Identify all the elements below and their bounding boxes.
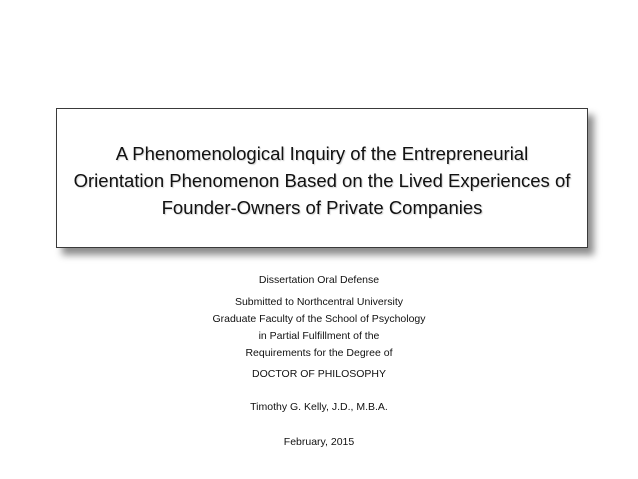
submission-line-4: Requirements for the Degree of <box>245 347 393 359</box>
submission-line-1: Submitted to Northcentral University <box>234 296 404 308</box>
submission-line-3: in Partial Fulfillment of the <box>258 330 380 342</box>
submission-block <box>0 294 638 362</box>
author-name: Timothy G. Kelly, J.D., M.B.A. <box>250 401 388 413</box>
degree-label: DOCTOR OF PHILOSOPHY <box>252 368 386 380</box>
title-line-3: Founder-Owners of Private Companies <box>161 196 483 218</box>
submission-line-2: Graduate Faculty of the School of Psychology <box>212 313 426 325</box>
title-line-2: Orientation Phenomenon Based on the Lived Experiences of <box>73 169 571 191</box>
title-line-1: A Phenomenological Inquiry of the Entrepreneurial <box>115 142 529 164</box>
defense-date: February, 2015 <box>283 436 355 448</box>
title-box <box>56 108 588 248</box>
event-label: Dissertation Oral Defense <box>258 274 380 286</box>
